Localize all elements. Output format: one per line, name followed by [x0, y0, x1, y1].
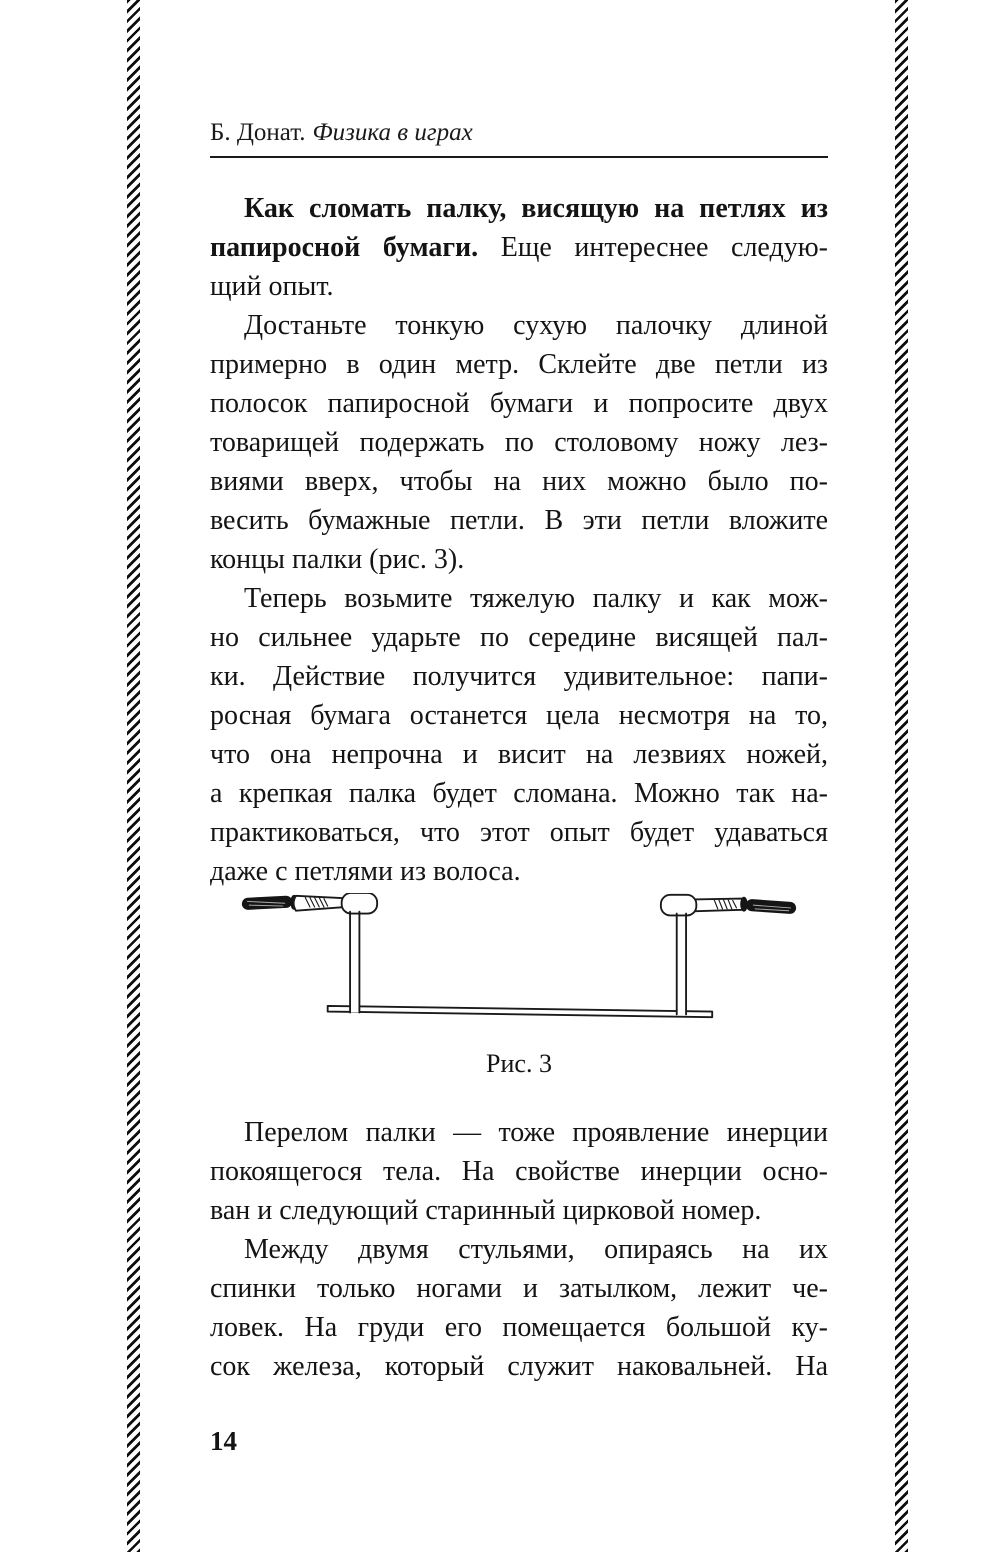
text-segment: а крепкая палка будет сломана. Можно так на-	[210, 778, 828, 809]
paragraph	[210, 1230, 828, 1386]
left-paper-loop	[342, 893, 377, 1012]
text-line	[210, 1113, 828, 1152]
right-paper-loop	[661, 895, 696, 1014]
text-line	[210, 774, 828, 813]
text-line	[210, 813, 828, 852]
text-segment: примерно в один метр. Склейте две петли из	[210, 349, 828, 380]
text-segment: щий опыт.	[210, 271, 334, 302]
right-knife-handle	[745, 899, 796, 915]
text-segment: Между двумя стульями, опираясь на их	[244, 1234, 828, 1265]
text-line	[210, 657, 828, 696]
text-segment: Достаньте тонкую сухую палочку длиной	[244, 310, 828, 341]
text-segment: ки. Действие получится удивительное: папи-	[210, 661, 828, 692]
header-book-title: Физика в играх	[312, 119, 473, 146]
text-segment: Перелом палки — тоже проявление инерции	[244, 1117, 828, 1148]
text-segment: росная бумага останется цела несмотря на то,	[210, 700, 828, 731]
bold-text-segment: Как сломать палку, висящую на петлях из	[244, 193, 828, 224]
bold-text-segment: папиросной бумаги.	[210, 232, 479, 263]
text-line	[210, 579, 828, 618]
text-line	[210, 1308, 828, 1347]
text-segment: концы палки (рис. 3).	[210, 544, 465, 575]
running-header	[210, 118, 828, 158]
text-line	[210, 1152, 828, 1191]
text-line	[210, 462, 828, 501]
text-segment: практиковаться, что этот опыт будет удаваться	[210, 817, 828, 848]
text-segment: спинки только ногами и затылком, лежит че-	[210, 1273, 828, 1304]
paragraph	[210, 579, 828, 891]
text-segment: виями вверх, чтобы на них можно было по-	[210, 466, 828, 497]
paragraph	[210, 189, 828, 306]
text-segment: весить бумажные петли. В эти петли вложите	[210, 505, 828, 536]
paragraph	[210, 306, 828, 579]
text-line	[210, 501, 828, 540]
paragraph	[210, 1113, 828, 1230]
text-segment: Еще интереснее следую-	[478, 232, 828, 263]
text-segment: даже с петлями из волоса.	[210, 856, 521, 887]
text-segment: покоящегося тела. На свойстве инерции осно-	[210, 1156, 828, 1187]
body-text-upper	[210, 189, 828, 891]
text-segment: сок железа, который служит наковальней. На	[210, 1351, 828, 1382]
left-knife-handle	[242, 895, 293, 910]
figure	[210, 893, 828, 1079]
text-segment: товарищей подержать по столовому ножу лез-	[210, 427, 828, 458]
text-segment: но сильнее ударьте по середине висящей пал-	[210, 622, 828, 653]
text-segment: Теперь возьмите тяжелую палку и как мож-	[244, 583, 828, 614]
figure-knives-and-stick-illustration	[210, 893, 828, 1033]
page-content	[210, 118, 828, 1386]
text-line	[210, 267, 828, 306]
header-author: Б. Донат.	[210, 119, 306, 146]
text-segment: ловек. На груди его помещается большой ку-	[210, 1312, 828, 1343]
body-text-lower	[210, 1113, 828, 1386]
stick	[328, 1006, 713, 1017]
text-line	[210, 618, 828, 657]
text-line	[210, 189, 828, 228]
text-line	[210, 1269, 828, 1308]
text-line	[210, 1191, 828, 1230]
text-line	[210, 306, 828, 345]
text-line	[210, 1347, 828, 1386]
page-number: 14	[210, 1426, 237, 1456]
text-segment: ван и следующий старинный цирковой номер.	[210, 1195, 762, 1226]
text-segment: что она непрочна и висит на лезвиях ножей,	[210, 739, 828, 770]
text-line	[210, 852, 828, 891]
text-line	[210, 423, 828, 462]
text-line	[210, 228, 828, 267]
text-segment: полосок папиросной бумаги и попросите двух	[210, 388, 828, 419]
right-hatched-border	[895, 0, 908, 1552]
left-hatched-border	[127, 0, 140, 1552]
figure-caption: Рис. 3	[486, 1049, 552, 1078]
text-line	[210, 345, 828, 384]
text-line	[210, 735, 828, 774]
text-line	[210, 696, 828, 735]
text-line	[210, 540, 828, 579]
text-line	[210, 1230, 828, 1269]
text-line	[210, 384, 828, 423]
